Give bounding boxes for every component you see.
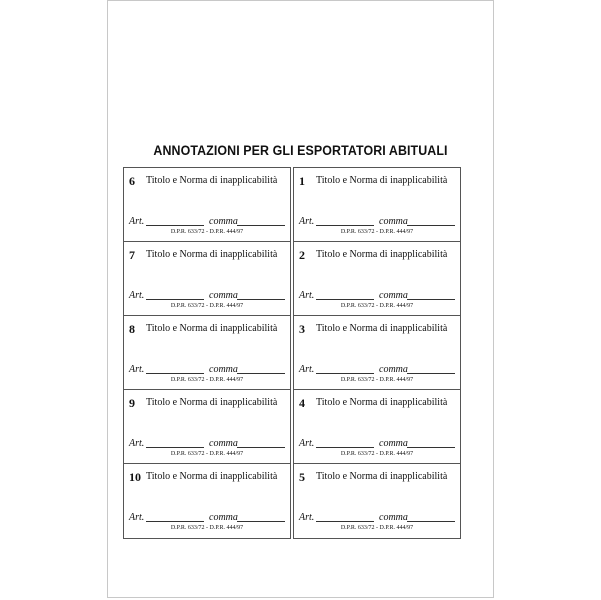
legal-reference: D.P.R. 633/72 - D.P.R. 444/97 xyxy=(340,377,414,383)
card-heading: Titolo e Norma di inapplicabilità xyxy=(316,175,448,186)
comma-blank-line[interactable] xyxy=(237,225,285,226)
card-number: 5 xyxy=(299,470,305,484)
legal-reference: D.P.R. 633/72 - D.P.R. 444/97 xyxy=(170,525,244,531)
comma-label: comma xyxy=(209,512,238,523)
legal-reference: D.P.R. 633/72 - D.P.R. 444/97 xyxy=(170,303,244,309)
art-label: Art. xyxy=(299,216,315,227)
comma-label: comma xyxy=(209,364,238,375)
annotation-card xyxy=(294,464,460,538)
card-heading: Titolo e Norma di inapplicabilità xyxy=(316,471,448,482)
annotation-card xyxy=(294,242,460,316)
legal-reference: D.P.R. 633/72 - D.P.R. 444/97 xyxy=(170,451,244,457)
art-label: Art. xyxy=(299,290,315,301)
art-blank-line[interactable] xyxy=(316,447,374,448)
card-number: 6 xyxy=(129,174,135,188)
comma-blank-line[interactable] xyxy=(407,299,455,300)
comma-blank-line[interactable] xyxy=(407,373,455,374)
art-label: Art. xyxy=(129,290,145,301)
card-heading: Titolo e Norma di inapplicabilità xyxy=(146,323,278,334)
art-blank-line[interactable] xyxy=(316,373,374,374)
card-heading: Titolo e Norma di inapplicabilità xyxy=(146,175,278,186)
art-label: Art. xyxy=(299,438,315,449)
art-label: Art. xyxy=(129,216,145,227)
art-label: Art. xyxy=(129,512,145,523)
art-blank-line[interactable] xyxy=(146,225,204,226)
annotation-card xyxy=(124,242,290,316)
card-heading: Titolo e Norma di inapplicabilità xyxy=(316,249,448,260)
art-blank-line[interactable] xyxy=(316,521,374,522)
legal-reference: D.P.R. 633/72 - D.P.R. 444/97 xyxy=(170,229,244,235)
card-number: 2 xyxy=(299,248,305,262)
card-heading: Titolo e Norma di inapplicabilità xyxy=(316,323,448,334)
card-number: 3 xyxy=(299,322,305,336)
legal-reference: D.P.R. 633/72 - D.P.R. 444/97 xyxy=(340,525,414,531)
comma-blank-line[interactable] xyxy=(237,299,285,300)
comma-blank-line[interactable] xyxy=(407,447,455,448)
comma-label: comma xyxy=(379,290,408,301)
card-number: 9 xyxy=(129,396,135,410)
card-number: 8 xyxy=(129,322,135,336)
legal-reference: D.P.R. 633/72 - D.P.R. 444/97 xyxy=(340,303,414,309)
card-heading: Titolo e Norma di inapplicabilità xyxy=(146,249,278,260)
legal-reference: D.P.R. 633/72 - D.P.R. 444/97 xyxy=(340,451,414,457)
comma-blank-line[interactable] xyxy=(407,225,455,226)
card-number: 4 xyxy=(299,396,305,410)
card-number: 7 xyxy=(129,248,135,262)
art-blank-line[interactable] xyxy=(316,225,374,226)
art-blank-line[interactable] xyxy=(146,447,204,448)
annotation-card xyxy=(294,390,460,464)
comma-blank-line[interactable] xyxy=(237,521,285,522)
comma-label: comma xyxy=(209,438,238,449)
comma-label: comma xyxy=(379,364,408,375)
art-blank-line[interactable] xyxy=(146,373,204,374)
comma-blank-line[interactable] xyxy=(407,521,455,522)
comma-blank-line[interactable] xyxy=(237,447,285,448)
annotation-card xyxy=(124,464,290,538)
comma-label: comma xyxy=(379,512,408,523)
comma-label: comma xyxy=(379,438,408,449)
card-heading: Titolo e Norma di inapplicabilità xyxy=(146,397,278,408)
legal-reference: D.P.R. 633/72 - D.P.R. 444/97 xyxy=(170,377,244,383)
art-blank-line[interactable] xyxy=(316,299,374,300)
right-column xyxy=(293,167,461,539)
art-label: Art. xyxy=(129,364,145,375)
card-heading: Titolo e Norma di inapplicabilità xyxy=(146,471,278,482)
annotation-card xyxy=(124,168,290,242)
art-blank-line[interactable] xyxy=(146,521,204,522)
annotation-card xyxy=(124,316,290,390)
art-blank-line[interactable] xyxy=(146,299,204,300)
comma-blank-line[interactable] xyxy=(237,373,285,374)
comma-label: comma xyxy=(209,216,238,227)
comma-label: comma xyxy=(209,290,238,301)
art-label: Art. xyxy=(129,438,145,449)
card-number: 10 xyxy=(129,470,141,484)
card-heading: Titolo e Norma di inapplicabilità xyxy=(316,397,448,408)
left-column xyxy=(123,167,291,539)
page-title: ANNOTAZIONI PER GLI ESPORTATORI ABITUALI xyxy=(153,143,448,158)
art-label: Art. xyxy=(299,364,315,375)
annotation-card xyxy=(124,390,290,464)
comma-label: comma xyxy=(379,216,408,227)
annotation-card xyxy=(294,316,460,390)
card-number: 1 xyxy=(299,174,305,188)
annotation-card xyxy=(294,168,460,242)
legal-reference: D.P.R. 633/72 - D.P.R. 444/97 xyxy=(340,229,414,235)
art-label: Art. xyxy=(299,512,315,523)
